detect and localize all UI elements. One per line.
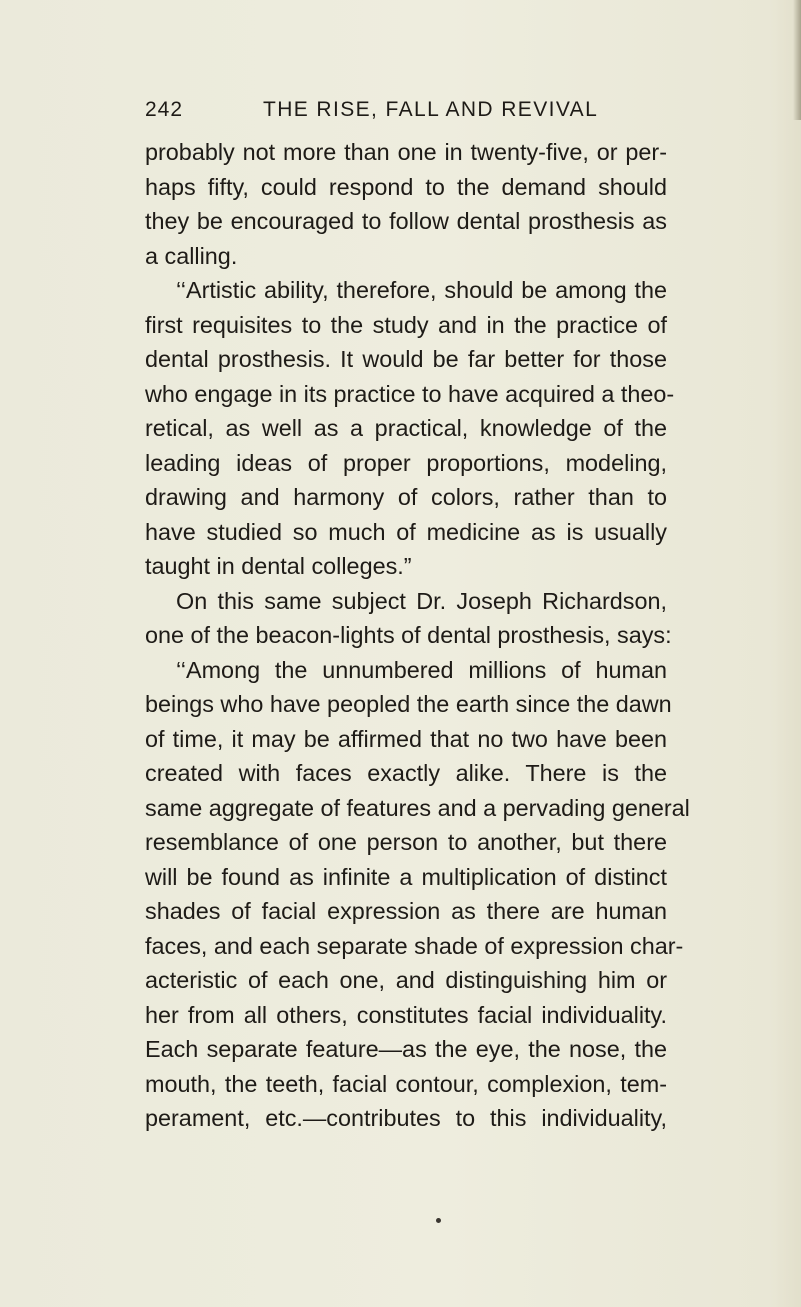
text-line: haps fifty, could respond to the demand should (145, 173, 667, 200)
text-line: faces, and each separate shade of expression char- (145, 932, 684, 959)
text-line: beings who have peopled the earth since the dawn (145, 691, 672, 717)
running-head-title: THE RISE, FALL AND REVIVAL (263, 98, 599, 121)
text-line: have studied so much of medicine as is usually (145, 518, 667, 545)
text-line: first requisites to the study and in the practice of (145, 311, 667, 338)
text-line: resemblance of one person to another, but there (145, 829, 667, 855)
text-line: mouth, the teeth, facial contour, complexion, tem- (145, 1070, 667, 1097)
body-text (145, 135, 690, 1136)
text-line: ‘‘Among the unnumbered millions of human (176, 656, 667, 683)
text-line: they be encouraged to follow dental prosthesis as (145, 208, 667, 234)
text-line: Each separate feature—as the eye, the nose, the (145, 1036, 667, 1062)
text-line: who engage in its practice to have acquired a theo- (145, 380, 675, 407)
text-line: On this same subject Dr. Joseph Richardson, (176, 587, 667, 614)
text-line: created with faces exactly alike. There is the (145, 760, 667, 786)
text-line: drawing and harmony of colors, rather than to (145, 484, 667, 510)
text-line: acteristic of each one, and distinguishing him or (145, 967, 667, 993)
text-line: will be found as infinite a multiplication of distinct (145, 863, 667, 890)
text-line: perament, etc.—contributes to this individuality, (145, 1105, 667, 1131)
text-line: taught in dental colleges.” (145, 553, 412, 579)
text-line: one of the beacon-lights of dental prosthesis, says: (145, 622, 672, 648)
text-line: probably not more than one in twenty-five, or per- (145, 139, 667, 165)
text-line: retical, as well as a practical, knowledge of the (145, 415, 667, 441)
text-line: a calling. (145, 242, 238, 269)
page-number: 242 (145, 98, 184, 121)
text-line: leading ideas of proper proportions, modeling, (145, 449, 667, 476)
page-edge-shadow (793, 0, 801, 120)
text-line: same aggregate of features and a pervading general (145, 794, 690, 821)
text-line: dental prosthesis. It would be far better for those (145, 346, 667, 372)
running-head (145, 98, 665, 128)
text-line: shades of facial expression as there are human (145, 898, 667, 924)
text-line: of time, it may be affirmed that no two have been (145, 725, 667, 752)
ink-speck (436, 1218, 441, 1223)
text-line: ‘‘Artistic ability, therefore, should be among the (176, 277, 667, 303)
text-line: her from all others, constitutes facial individuality. (145, 1001, 667, 1028)
